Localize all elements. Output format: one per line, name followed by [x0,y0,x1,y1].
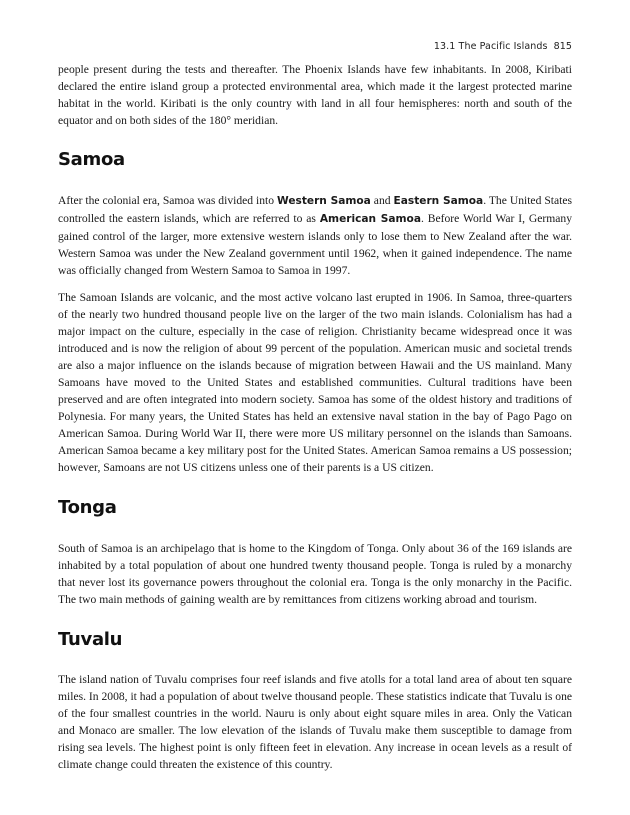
running-header [434,41,572,52]
intro-paragraph: people present during the tests and thereafter. The Phoenix Islands have few inhabitants. In 2008, Kiribati declared the entire island group a protected environmental area, which made it the largest protected marine habitat in the world. Kiribati is the only country with land in all four hemispheres: north and south of the equator and on both sides of the 180° meridian. [58,63,572,127]
heading-samoa: Samoa [58,149,125,170]
text-run: . Before World War I, Germany gained control of the larger, more extensive western islands only to lose them to New Zealand after the war. Western Samoa was under the New Zealand government until 1962, when it gained independence. The name was officially changed from Western Samoa to Samoa in 1997. [58,212,573,277]
tonga-paragraph-1: South of Samoa is an archipelago that is home to the Kingdom of Tonga. Only about 36 of the 169 islands are inhabited by a total population of about one hundred twenty thousand people. Tonga is ruled by a monarchy that never lost its governance powers throughout the colonial era. Tonga is the only monarchy in the Pacific. The two main methods of gaining wealth are by remittances from citizens working abroad and tourism. [58,542,572,606]
page-number: 815 [553,41,572,52]
heading-tuvalu: Tuvalu [58,629,123,650]
samoa-paragraph-2: The Samoan Islands are volcanic, and the most active volcano last erupted in 1906. In Samoa, three-quarters of the nearly two hundred thousand people live on the larger of the two main islands. Colonialism has had a major impact on the culture, especially in the case of religion. Christianity became widespread once it was introduced and is now the religion of about 99 percent of the population. American music and societal trends are also a major influence on the islands because of migration between Hawaii and the US mainland. Many Samoans have moved to the United States and established communities. Cultural traditions have been preserved and are often integrated into modern society. Samoa has some of the oldest history and traditions of Polynesia. For many years, the United States has held an extensive naval station in the bay of Pago Pago on American Samoa. During World War II, there were more US military personnel on the islands than Samoans. American Samoa became a key military post for the United States. American Samoa remains a US possession; however, Samoans are not US citizens unless one of their parents is a US citizen. [58,291,572,474]
key-term-eastern-samoa: Eastern Samoa [393,195,484,207]
tuvalu-paragraph-1: The island nation of Tuvalu comprises four reef islands and five atolls for a total land area of about ten square miles. In 2008, it had a population of about twelve thousand people. These statistics indicate that Tuvalu is one of the four smallest countries in the world. Nauru is only about eight square miles in area. Only the Vatican and Monaco are smaller. The low elevation of the islands of Tuvalu make them susceptible to damage from rising sea levels. The highest point is only fifteen feet in elevation. Any increase in ocean levels as a result of climate change could threaten the existence of this country. [58,673,573,771]
page-content [58,61,572,783]
text-run: . The United States controlled the eastern islands, which are referred to as [58,194,573,225]
text-run: and [370,194,394,207]
key-term-american-samoa: American Samoa [319,213,421,225]
text-run: After the colonial era, Samoa was divided into [58,194,278,207]
heading-tonga: Tonga [58,497,117,518]
section-title: 13.1 The Pacific Islands [433,41,548,52]
samoa-paragraph-1 [58,192,572,279]
key-term-western-samoa: Western Samoa [277,195,371,207]
